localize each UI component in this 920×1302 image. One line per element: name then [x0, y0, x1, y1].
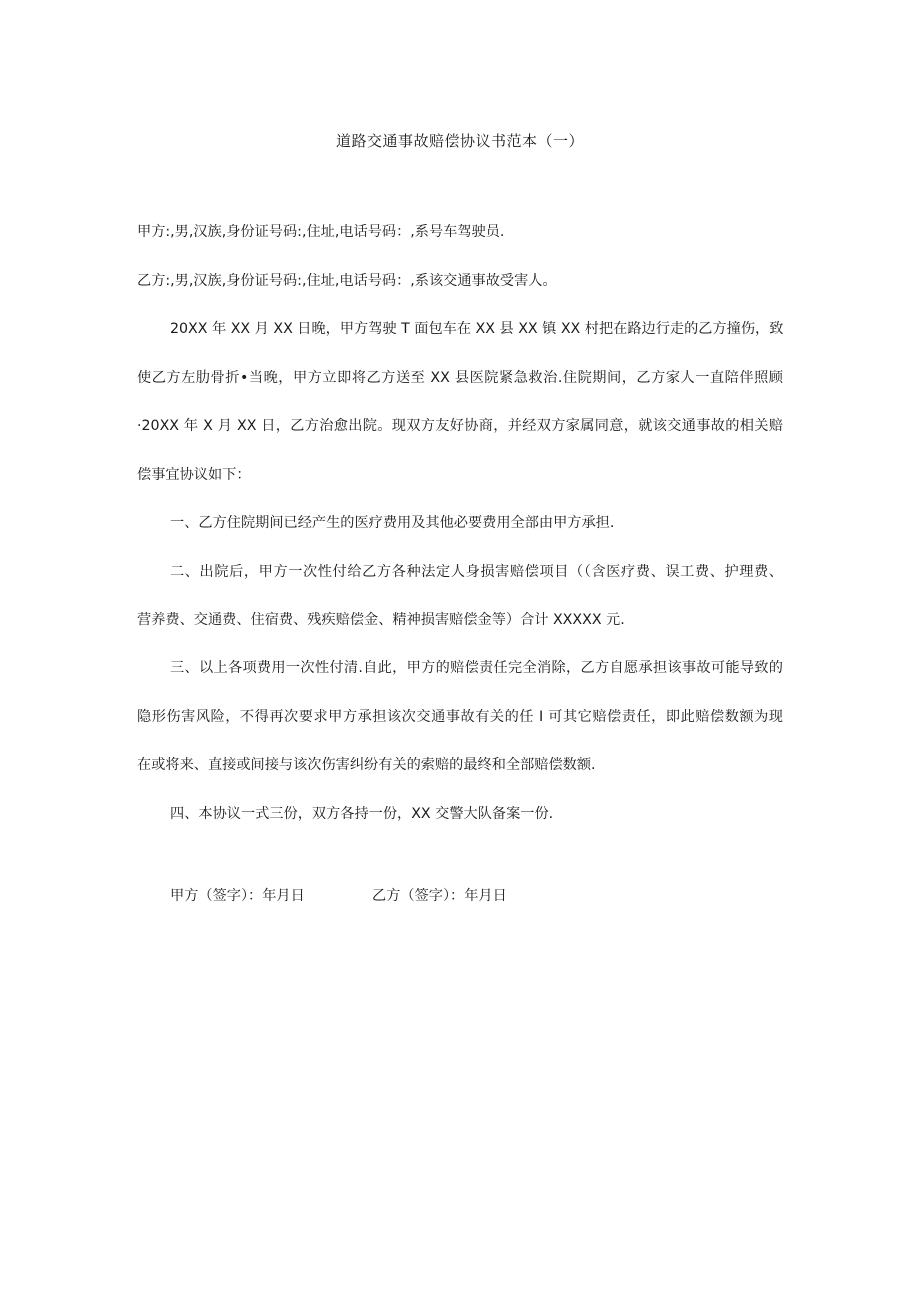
intro-line-2: 使乙方左肋骨折•当晚，甲方立即将乙方送至 XX 县医院紧急救治.住院期间，乙方家人一直陪伴照顾 [137, 370, 783, 386]
clause-3-line-2: 隐形伤害风险，不得再次要求甲方承担该次交通事故有关的任 I 可其它赔偿责任，即此赔偿数额为现 [137, 709, 783, 725]
party-a-line: 甲方:,男,汉族,身份证号码:,住址,电话号码：,系号车驾驶员. [137, 224, 505, 240]
document-title: 道路交通事故赔偿协议书范本（一） [335, 132, 584, 150]
intro-line-4: 偿事宜协议如下： [137, 467, 251, 483]
clause-1: 一、乙方住院期间已经产生的医疗费用及其他必要费用全部由甲方承担. [170, 515, 615, 531]
intro-line-1: 20XX 年 XX 月 XX 日晚，甲方驾驶 T 面包车在 XX 县 XX 镇 XX 村把在路边行走的乙方撞伤，致 [170, 321, 784, 337]
signature-party-b: 乙方（签字）：年月日 [372, 888, 507, 904]
clause-3-line-1: 三、以上各项费用一次性付清.自此，甲方的赔偿责任完全消除，乙方自愿承担该事故可能导致的 [170, 660, 783, 676]
intro-line-3: ·20XX 年 X 月 XX 日，乙方治愈出院。现双方友好协商，并经双方家属同意，就该交通事故的相关赔 [137, 418, 783, 434]
clause-4: 四、本协议一式三份，双方各持一份，XX 交警大队备案一份. [170, 806, 554, 822]
clause-2-line-2: 营养费、交通费、住宿费、残疾赔偿金、精神损害赔偿金等）合计 XXXXX 元. [137, 612, 625, 628]
signature-party-a: 甲方（签字）：年月日 [170, 888, 305, 904]
clause-3-line-3: 在或将来、直接或间接与该次伤害纠纷有关的索赔的最终和全部赔偿数额. [137, 757, 596, 773]
clause-2-line-1: 二、出院后，甲方一次性付给乙方各种法定人身损害赔偿项目（（含医疗费、误工费、护理费、 [170, 564, 783, 580]
party-b-line: 乙方:,男,汉族,身份证号码:,住址,电话号码：,系该交通事故受害人。 [137, 273, 557, 289]
